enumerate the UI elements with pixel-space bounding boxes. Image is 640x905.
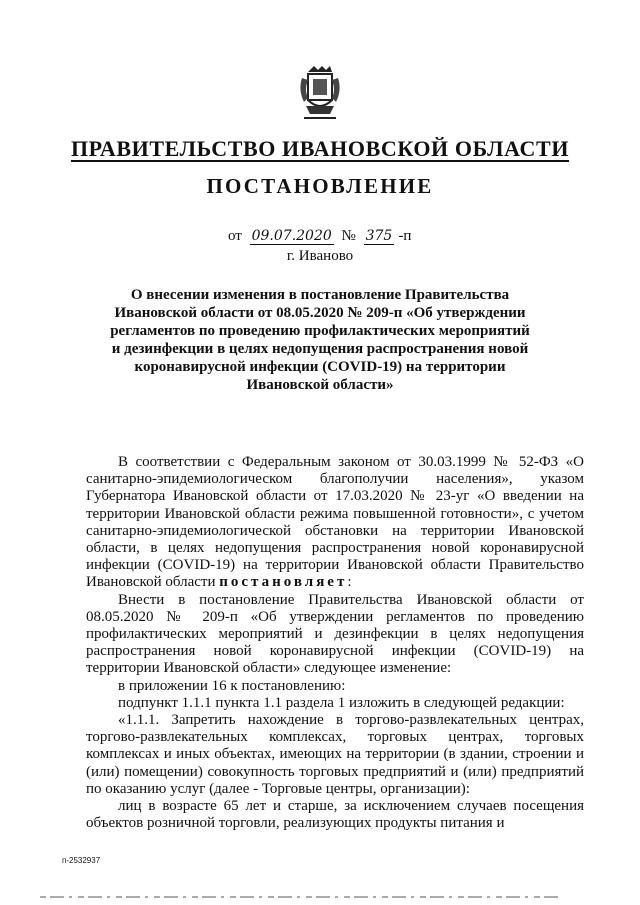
government-title: ПРАВИТЕЛЬСТВО ИВАНОВСКОЙ ОБЛАСТИ [70,136,570,161]
date-prefix: от [228,228,242,244]
paragraph-persons: лиц в возрасте 65 лет и старше, за исключением случаев посещения объектов розничной торговли, реализующих продукты питания и [86,798,584,832]
paragraph-preamble: В соответствии с Федеральным законом от 30.03.1999 № 52-ФЗ «О санитарно-эпидемиологическом благополучии населения», указом Губернатора Ивановской области от 17.03.2020 № 23-уг «О введении на территории Ивановской области режима повышенной готовности», с учетом санитарно-эпидемиологической обстановки на территории Ивановской области, в целях недопущения распространения новой коронавирусной инфекции (COVID-19) на территории Ивановской области Правительство Ивановской области постановляет: [86,454,584,591]
document-subject: О внесении изменения в постановление Правительства Ивановской области от 08.05.2020 № 209-п «Об утверждении регламентов по проведению профилактических мероприятий и дезинфекции в целях недопущения распространения новой коронавирусной инфекции (COVID-19) на территории Ивановской области» [110,287,530,393]
document-type: ПОСТАНОВЛЕНИЕ [206,174,434,198]
paragraph-quote: «1.1.1. Запретить нахождение в торгово-развлекательных центрах, торгово-развлекательных комплексах, торговых центрах, торговых комплексах и иных объектах, имеющих на территории (в здании, строении и (или) помещении) совокупность торговых предприятий и (или) предприятий по оказанию услуг (далее - Торговые центры, организации): [86,712,584,797]
page-edge-dashes [40,896,560,898]
city: г. Иваново [286,248,354,264]
document-body [86,454,584,832]
handwritten-date: 09.07.2020 [251,228,332,244]
resolution-word: постановляет [219,574,348,591]
document-code: п-2532937 [62,856,101,865]
number-sign: № [341,228,356,244]
paragraph-amendment: Внести в постановление Правительства Ивановской области от 08.05.2020 № 209-п «Об утверждении регламентов по проведению профилактических мероприятий и дезинфекции в целях недопущения распространения новой коронавирусной инфекции (COVID-19) на территории Ивановской области» следующее изменение: [86,591,584,677]
handwritten-number: 375 [365,228,393,244]
number-suffix: -п [398,228,412,244]
coat-of-arms-emblem [296,64,344,120]
paragraph-subclause: подпункт 1.1.1 пункта 1.1 раздела 1 изложить в следующей редакции: [118,694,565,711]
paragraph-appendix: в приложении 16 к постановлению: [118,677,346,694]
date-number-line [228,228,468,245]
